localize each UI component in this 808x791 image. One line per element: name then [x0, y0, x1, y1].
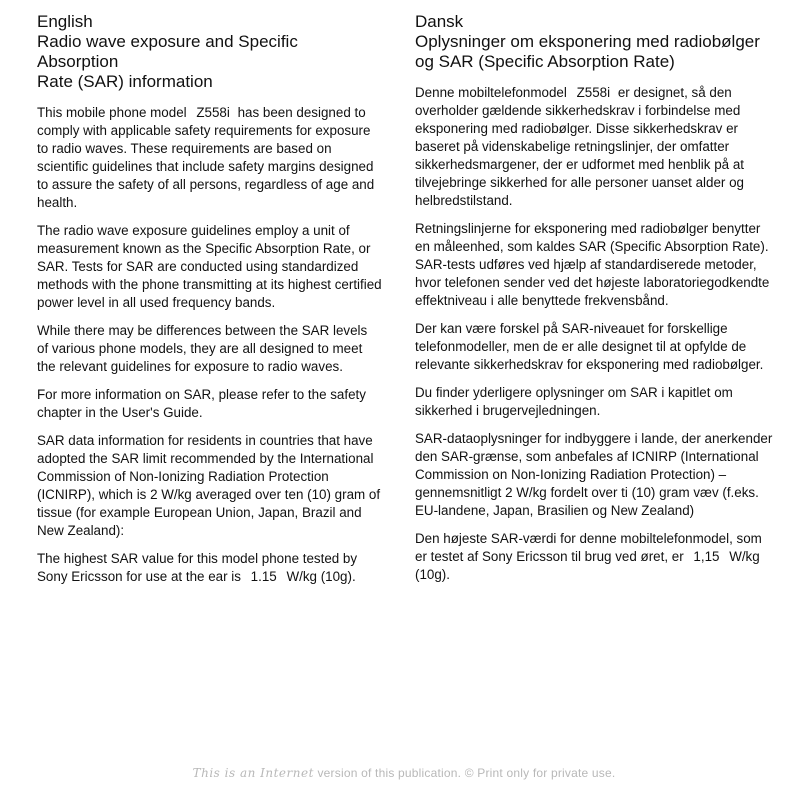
- model-number: Z558i: [576, 85, 611, 100]
- sar-value: 1.15: [250, 569, 277, 584]
- highest-sar-text: The highest SAR value for this model phone tested by Sony Ericsson for use at the ear is: [37, 551, 358, 584]
- language-heading: Dansk: [415, 12, 464, 31]
- intro-text-b: has been designed to comply with applicable safety requirements for exposure to radio waves. These requirements are based on scientific guidelines that include safety margins designed to assure the safety of all persons, regardless of age and health.: [37, 105, 375, 210]
- paragraph-highest-sar: [415, 530, 775, 584]
- sar-value: 1,15: [693, 549, 720, 564]
- paragraph-guidelines: Retningslinjerne for eksponering med radiobølger benytter en måleenhed, som kaldes SAR (Specific Absorption Rate). SAR-tests udføres ved hjælp af standardiserede metoder, hvor telefonen sender ved det højeste laboratoriegodkendte effektniveau i alle benyttede frekvensbånd.: [415, 221, 770, 308]
- title-line-1: Radio wave exposure and Specific Absorption: [37, 32, 298, 71]
- paragraph-highest-sar: [37, 550, 382, 586]
- language-heading: English: [37, 12, 93, 31]
- model-number: Z558i: [196, 105, 230, 120]
- paragraph-differences: Der kan være forskel på SAR-niveauet for forskellige telefonmodeller, men de er alle designet til at opfylde de relevante sikkerhedskrav for eksponering med radiobølger.: [415, 321, 764, 372]
- paragraph-intro: [415, 84, 775, 210]
- english-column: [37, 12, 382, 596]
- sar-unit: W/kg (10g).: [415, 549, 760, 582]
- section-title: [37, 32, 382, 92]
- footer-lead: This is an Internet: [192, 766, 314, 780]
- highest-sar-text: Den højeste SAR-værdi for denne mobiltelefonmodel, som er testet af Sony Ericsson til brug ved øret, er: [415, 531, 762, 564]
- title-line-2: Rate (SAR) information: [37, 72, 213, 91]
- intro-text-a: Denne mobiltelefonmodel: [415, 85, 567, 100]
- intro-text-b: er designet, så den overholder gældende sikkerhedskrav i forbindelse med eksponering med radiobølger. Disse sikkerhedskrav er baseret på videnskabelige retningslinjer, der omfatter sikkerhedsmargener, der er udformet med henblik på at tilvejebringe sikkerhed for alle personer uanset alder og helbredstilstand.: [415, 85, 745, 208]
- title-line-2: og SAR (Specific Absorption Rate): [415, 52, 675, 71]
- section-title: [415, 32, 775, 72]
- paragraph-differences: While there may be differences between the SAR levels of various phone models, they are all designed to meet the relevant guidelines for exposure to radio waves.: [37, 323, 368, 374]
- paragraph-sar-data: SAR data information for residents in countries that have adopted the SAR limit recommended by the International Commission of Non-Ionizing Radiation Protection (ICNIRP), which is 2 W/kg averaged over ten (10) gram of tissue (for example European Union, Japan, Brazil and New Zealand):: [37, 433, 381, 538]
- dansk-column: [415, 12, 775, 594]
- footer-rest: version of this publication. © Print only for private use.: [317, 766, 616, 780]
- paragraph-guidelines: The radio wave exposure guidelines employ a unit of measurement known as the Specific Absorption Rate, or SAR. Tests for SAR are conducted using standardized methods with the phone transmitting at its highest certified power level in all used frequency bands.: [37, 223, 382, 310]
- paragraph-more-info: For more information on SAR, please refer to the safety chapter in the User's Guide.: [37, 387, 366, 420]
- footer-notice: [0, 766, 808, 780]
- paragraph-sar-data: SAR-dataoplysninger for indbyggere i lande, der anerkender den SAR-grænse, som anbefales af ICNIRP (International Commission on Non-Ionizing Radiation Protection) – gennemsnitligt 2 W/kg fordelt over ti (10) gram væv (f.eks. EU-landene, Japan, Brasilien og New Zealand): [415, 431, 773, 518]
- title-line-1: Oplysninger om eksponering med radiobølger: [415, 32, 760, 51]
- sar-unit: W/kg (10g).: [286, 569, 356, 584]
- paragraph-more-info: Du finder yderligere oplysninger om SAR i kapitlet om sikkerhed i brugervejledningen.: [415, 385, 733, 418]
- paragraph-intro: [37, 104, 382, 212]
- intro-text-a: This mobile phone model: [37, 105, 187, 120]
